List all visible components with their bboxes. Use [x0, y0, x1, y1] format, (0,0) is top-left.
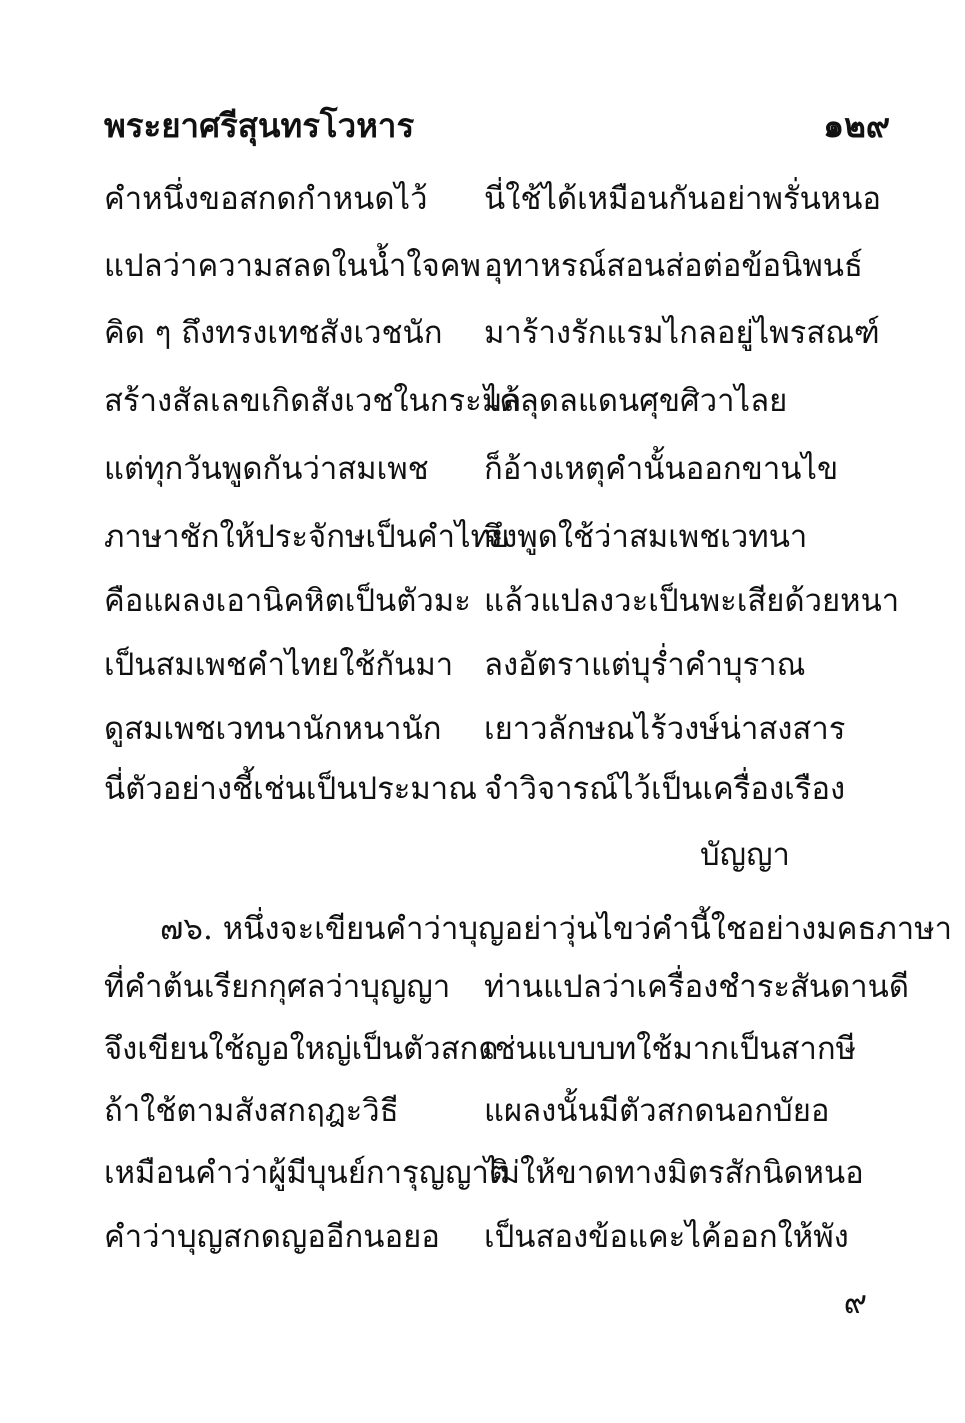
verse-second-half: จึงพูดใช้ว่าสมเพชเวทนา [484, 519, 808, 555]
verse-line [0, 764, 965, 814]
verse-first-half: แต่ทุกวันพูดกันว่าสมเพช [104, 451, 429, 487]
verse-line [0, 174, 965, 224]
verse-second-half: ลงอัตราแต่บุร่ำคำบุราณ [484, 647, 806, 683]
verse-first-half: ภาษาชักให้ประจักษเป็นคำไทย [104, 519, 510, 555]
verse-first-half: คิด ๆ ถึงทรงเทชสังเวชนัก [104, 315, 443, 351]
verse-first-half: คำหนึ่งขอสกดกำหนดไว้ [104, 181, 428, 217]
verse-first-half: คำว่าบุญสกดญออีกนอยอ [104, 1219, 440, 1255]
verse-first-half: เหมือนคำว่าผู้มีบุนย์การุญญาติ [104, 1155, 510, 1191]
verse-first-half: นี่ตัวอย่างชี้เช่นเป็นประมาณ [104, 771, 477, 807]
verse-line [0, 1086, 965, 1136]
verse-line [0, 1148, 965, 1198]
verse-first-half: สร้างสัลเลขเกิดสังเวชในกระมล [104, 383, 522, 419]
verse-second-half: เป็นสองข้อแคะไค้ออกให้พัง [484, 1219, 849, 1255]
verse-first-half: ดูสมเพชเวทนานักหนานัก [104, 711, 442, 747]
verse-first-half: คือแผลงเอานิคหิตเป็นตัวมะ [104, 583, 471, 619]
verse-line [0, 444, 965, 494]
verse-second-half: อุทาหรณ์สอนส่อต่อข้อนิพนธ์ [484, 248, 863, 284]
verse-line [0, 576, 965, 626]
verse-second-half: ไม่ให้ขาดทางมิตรสักนิดหนอ [484, 1155, 864, 1191]
verse-first-half: แปลว่าความสลดในน้ำใจคพ [104, 248, 481, 284]
verse-second-half: ท่านแปลว่าเครื่องชำระสันดานดี [484, 969, 909, 1005]
verse-first-half: จึงเขียนใช้ญอใหญ่เป็นตัวสกด [104, 1031, 499, 1067]
verse-second-half: จำวิจารณ์ไว้เป็นเครื่องเรือง [484, 771, 846, 807]
verse-line [0, 1212, 965, 1262]
verse-first-half: ที่คำต้นเรียกกุศลว่าบุญญา [104, 969, 451, 1005]
verse-line [0, 512, 965, 562]
numbered-paragraph: ๗๖. หนึ่งจะเขียนคำว่าบุญอย่าวุ่นไขว่คำนี้ใชอย่างมคธภาษา [160, 911, 953, 947]
page-number: ๑๒๙ [823, 106, 890, 145]
line-continuation: บัญญา [700, 837, 790, 873]
verse-line [0, 241, 965, 291]
verse-second-half: แผลงนั้นมีตัวสกดนอกบัยอ [484, 1093, 830, 1129]
signature-mark: ๙ [843, 1283, 867, 1321]
verse-second-half: นี่ใช้ได้เหมือนกันอย่าพรั่นหนอ [484, 181, 882, 217]
verse-first-half: เป็นสมเพชคำไทยใช้กันมา [104, 647, 454, 683]
verse-second-half: เช่นแบบบทใช้มากเป็นสากษี [484, 1031, 857, 1067]
verse-line [0, 1024, 965, 1074]
verse-line [0, 640, 965, 690]
verse-line [0, 962, 965, 1012]
verse-second-half: แล้วแปลงวะเป็นพะเสียด้วยหนา [484, 583, 900, 619]
verse-first-half: ถ้าใช้ตามสังสกฤฎะวิธี [104, 1093, 399, 1129]
verse-second-half: ก็อ้างเหตุคำนั้นออกขานไข [484, 451, 839, 487]
verse-second-half: มาร้างรักแรมไกลอยู่ไพรสณฑ์ [484, 315, 880, 351]
verse-line [0, 704, 965, 754]
verse-line [0, 308, 965, 358]
running-header-title: พระยาศรีสุนทรโวหาร [104, 106, 415, 145]
verse-line [0, 376, 965, 426]
verse-second-half: เยาวลักษณไร้วงษ์น่าสงสาร [484, 711, 846, 747]
verse-second-half: ได้ลุดลแดนศุขศิวาไลย [484, 383, 788, 419]
